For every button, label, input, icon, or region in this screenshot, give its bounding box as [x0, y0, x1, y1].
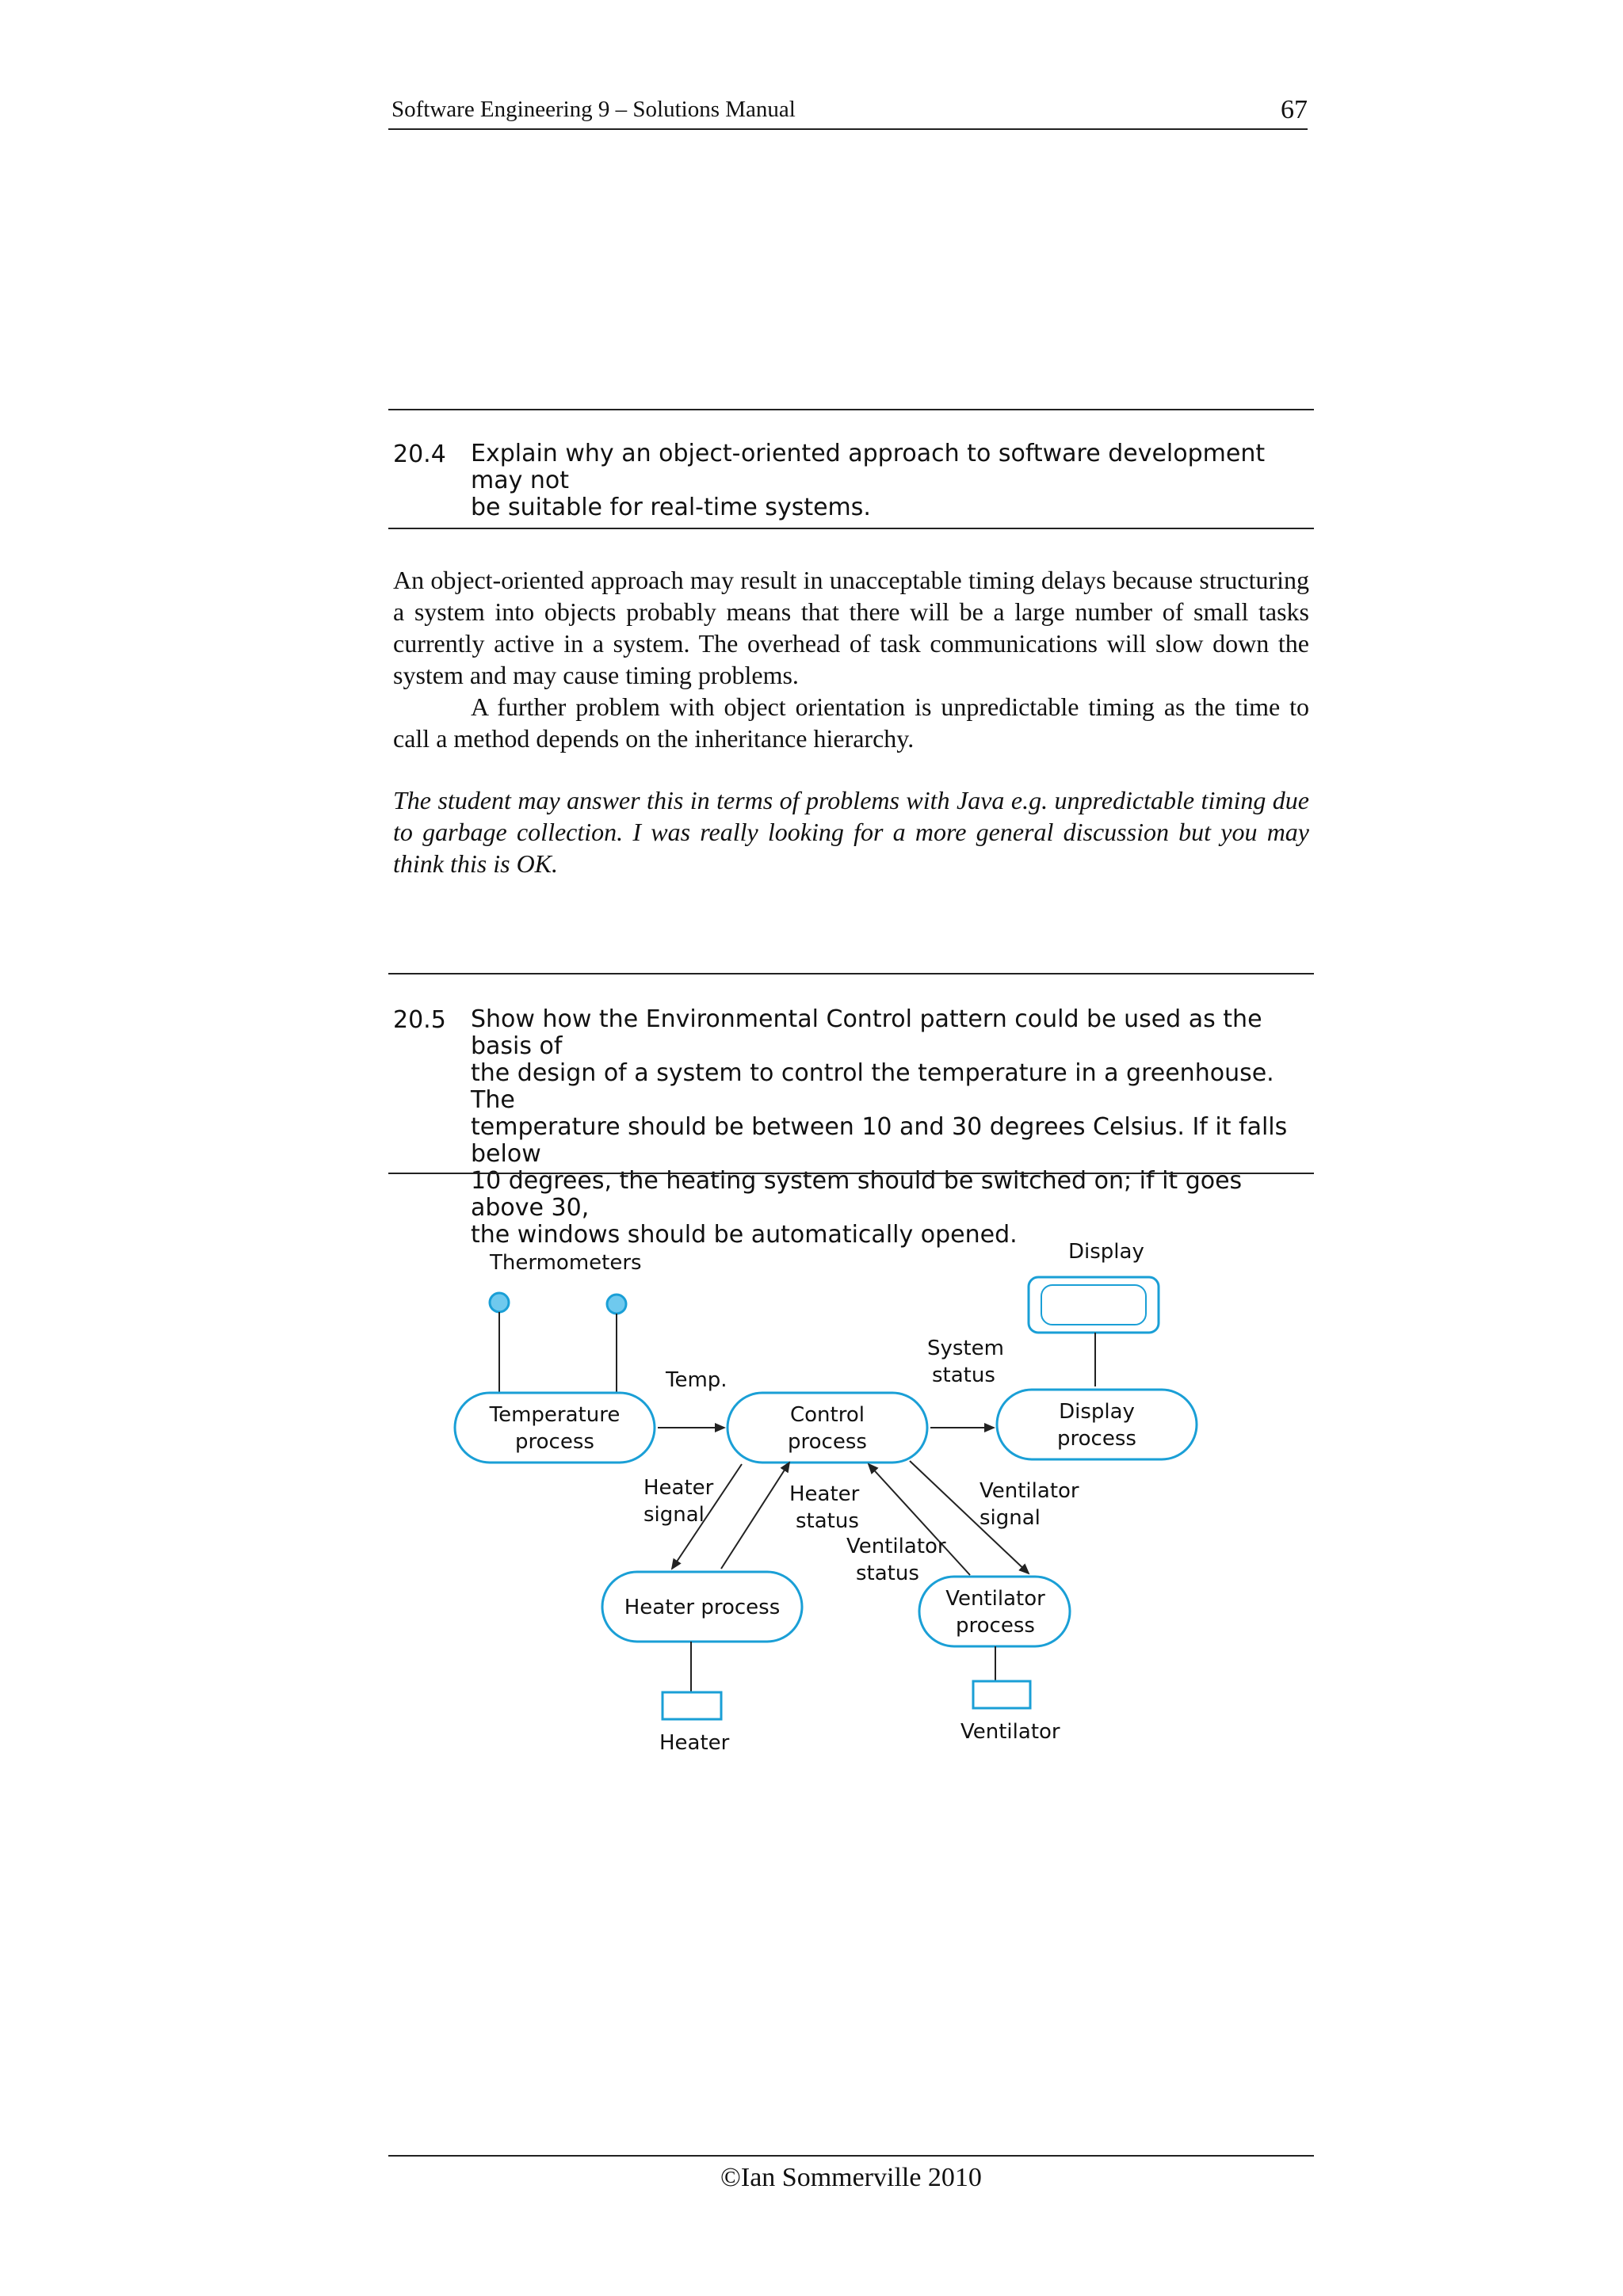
ventilator-process-label: Ventilator [945, 1587, 1045, 1611]
heater-signal-label: signal [643, 1503, 705, 1527]
question-number: 20.5 [393, 1006, 446, 1034]
question-line: be suitable for real-time systems. [471, 494, 871, 521]
answer-note: The student may answer this in terms of problems with Java e.g. unpredictable timing due to garbage collection. I was really looking for a more general discussion but you may think this is OK. [393, 786, 1309, 878]
ventilator-status-arrow [869, 1464, 970, 1575]
footer-rule [388, 2155, 1314, 2157]
question-line: the windows should be automatically opened. [471, 1221, 1018, 1249]
ventilator-signal-label: signal [980, 1506, 1041, 1530]
question-line: Show how the Environmental Control pattern could be used as the basis of [471, 1005, 1262, 1060]
display-process-label: process [1057, 1427, 1136, 1451]
environmental-control-diagram [428, 1220, 1220, 1775]
answer-paragraph: An object-oriented approach may result in unacceptable timing delays because structuring a system into objects probably means that there will be a large number of small tasks currently active in a system. The overhead of task communications will slow down the system and may cause timing problems. [393, 566, 1309, 689]
thermometer-sensor-icon [490, 1293, 509, 1312]
question-line: Explain why an object-oriented approach to software development may not [471, 440, 1266, 494]
header-title: Software Engineering 9 – Solutions Manual [391, 97, 796, 122]
page-number: 67 [1281, 95, 1308, 124]
thermometer-sensor-icon [607, 1295, 626, 1314]
question-top-rule [388, 409, 1314, 410]
page-header [388, 93, 1308, 130]
control-process-label: Control [790, 1403, 865, 1427]
ventilator-status-label: Ventilator [846, 1535, 946, 1558]
temp-label: Temp. [666, 1368, 727, 1392]
question-bottom-rule [388, 528, 1314, 529]
heater-label: Heater [659, 1731, 730, 1755]
ventilator-device-icon [973, 1681, 1030, 1708]
display-label: Display [1068, 1240, 1144, 1264]
thermometers-label: Thermometers [490, 1251, 642, 1275]
heater-process-label: Heater process [624, 1596, 781, 1619]
temperature-process-label: process [515, 1430, 594, 1454]
heater-status-label: Heater [789, 1482, 860, 1506]
footer-copyright: ©Ian Sommerville 2010 [720, 2163, 982, 2192]
heater-signal-label: Heater [643, 1476, 714, 1500]
display-screen-icon [1041, 1285, 1146, 1325]
system-status-label: status [932, 1363, 995, 1387]
question-bottom-rule [388, 1173, 1314, 1174]
control-process-label: process [788, 1430, 867, 1454]
question-line: temperature should be between 10 and 30 degrees Celsius. If it falls below [471, 1113, 1288, 1168]
answer-paragraph: A further problem with object orientation is unpredictable timing as the time to call a method depends on the inheritance hierarchy. [393, 692, 1309, 753]
question-line: the design of a system to control the temperature in a greenhouse. The [471, 1059, 1274, 1114]
display-process-label: Display [1059, 1400, 1135, 1424]
heater-status-label: status [796, 1509, 859, 1533]
ventilator-signal-label: Ventilator [980, 1479, 1079, 1503]
ventilator-label: Ventilator [960, 1720, 1060, 1744]
question-top-rule [388, 973, 1314, 974]
system-status-label: System [927, 1337, 1004, 1360]
question-text [471, 441, 1311, 521]
question-line: 10 degrees, the heating system should be switched on; if it goes above 30, [471, 1167, 1243, 1222]
heater-device-icon [663, 1692, 721, 1719]
ventilator-process-label: process [956, 1614, 1035, 1638]
ventilator-status-label: status [856, 1562, 919, 1585]
question-number: 20.4 [393, 441, 446, 468]
question-text [471, 1006, 1311, 1249]
temperature-process-label: Temperature [489, 1403, 621, 1427]
